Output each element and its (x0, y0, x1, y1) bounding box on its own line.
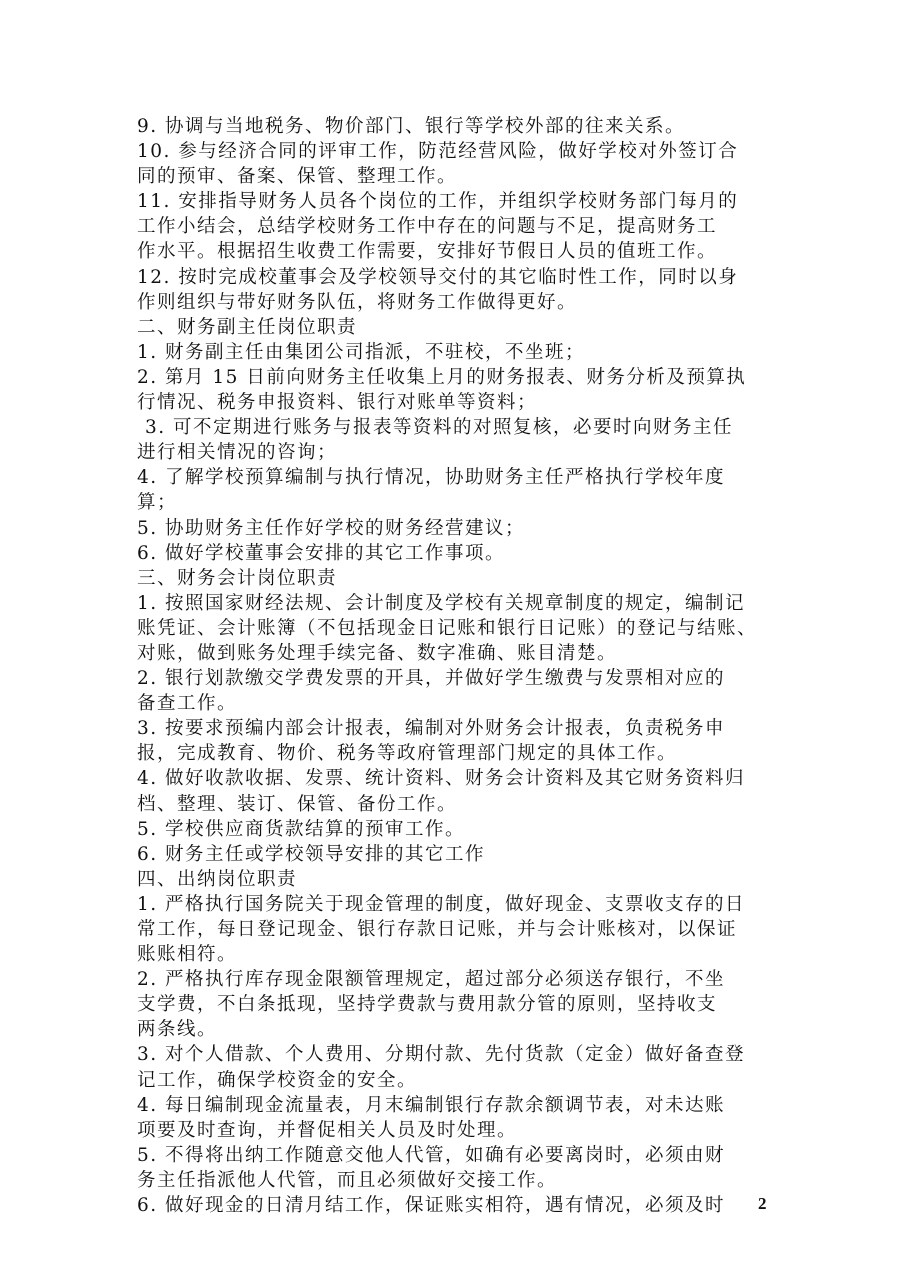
text-line: 4. 了解学校预算编制与执行情况，协助财务主任严格执行学校年度 (137, 467, 726, 489)
text-line: 支学费，不白条抵现，坚持学费款与费用款分管的原则，坚持收支 (137, 994, 718, 1016)
text-line: 算； (137, 492, 178, 514)
text-line: 12. 按时完成校董事会及学校领导交付的其它临时性工作，同时以身 (137, 266, 739, 288)
text-line: 常工作，每日登记现金、银行存款日记账，并与会计账核对，以保证 (137, 919, 738, 940)
text-line: 1. 按照国家财经法规、会计制度及学校有关规章制度的规定，编制记 (137, 592, 746, 614)
section-heading: 四、出纳岗位职责 (137, 868, 298, 890)
text-line: 5. 不得将出纳工作随意交他人代管，如确有必要离岗时，必须由财 (137, 1144, 726, 1166)
text-line: 报，完成教育、物价、税务等政府管理部门规定的具体工作。 (137, 743, 678, 765)
page-number: 2 (758, 1194, 767, 1213)
text-line: 6. 财务主任或学校领导安排的其它工作 (137, 843, 486, 865)
text-line: 2. 银行划款缴交学费发票的开具，并做好学生缴费与发票相对应的 (137, 668, 726, 690)
text-line: 行情况、税务申报资料、银行对账单等资料； (137, 392, 538, 414)
text-line: 9. 协调与当地税务、物价部门、银行等学校外部的往来关系。 (137, 116, 686, 137)
text-line: 备查工作。 (137, 693, 238, 715)
text-line: 3. 按要求预编内部会计报表，编制对外财务会计报表，负责税务申 (137, 718, 726, 740)
text-line: 2. 严格执行库存现金限额管理规定，超过部分必须送存银行，不坐 (137, 969, 726, 991)
text-line: 作则组织与带好财务队伍，将财务工作做得更好。 (137, 291, 578, 313)
text-line: 11. 安排指导财务人员各个岗位的工作，并组织学校财务部门每月的 (137, 191, 739, 213)
text-line: 5. 学校供应商货款结算的预审工作。 (137, 818, 466, 840)
text-line: 务主任指派他人代管，而且必须做好交接工作。 (137, 1169, 558, 1191)
text-line: 工作小结会，总结学校财务工作中存在的问题与不足，提高财务工 (137, 216, 718, 238)
text-line: 同的预审、备案、保管、整理工作。 (137, 166, 458, 188)
text-line: 3. 对个人借款、个人费用、分期付款、先付货款（定金）做好备查登 (137, 1044, 746, 1066)
text-line: 项要及时查询，并督促相关人员及时处理。 (137, 1119, 518, 1141)
text-line: 作水平。根据招生收费工作需要，安排好节假日人员的值班工作。 (137, 241, 718, 263)
text-line: 1. 严格执行国务院关于现金管理的制度，做好现金、支票收支存的日 (137, 893, 746, 915)
text-line: 6. 做好学校董事会安排的其它工作事项。 (137, 542, 506, 564)
text-line: 记工作，确保学校资金的安全。 (137, 1069, 418, 1091)
text-line: 账凭证、会计账簿（不包括现金日记账和银行日记账）的登记与结账、 (137, 617, 758, 639)
text-line: 档、整理、装订、保管、备份工作。 (137, 793, 458, 815)
text-line: 对账，做到账务处理手续完备、数字准确、账目清楚。 (137, 642, 618, 664)
text-line: 3. 可不定期进行账务与报表等资料的对照复核，必要时向财务主任 (145, 417, 734, 439)
text-line: 账账相符。 (137, 944, 238, 966)
text-line: 5. 协助财务主任作好学校的财务经营建议； (137, 517, 526, 539)
text-line: 4. 做好收款收据、发票、统计资料、财务会计资料及其它财务资料归 (137, 768, 746, 790)
text-line: 1. 财务副主任由集团公司指派，不驻校，不坐班； (137, 341, 586, 363)
text-line: 2. 第月 15 日前向财务主任收集上月的财务报表、财务分析及预算执 (137, 366, 747, 388)
body-text (137, 114, 777, 1218)
text-line: 10. 参与经济合同的评审工作，防范经营风险，做好学校对外签订合 (137, 141, 739, 163)
section-heading: 三、财务会计岗位职责 (137, 567, 338, 589)
text-line: 进行相关情况的咨询； (137, 442, 338, 464)
section-heading: 二、财务副主任岗位职责 (137, 316, 358, 338)
text-line: 两条线。 (137, 1019, 218, 1041)
text-line: 4. 每日编制现金流量表，月末编制银行存款余额调节表，对未达账 (137, 1094, 726, 1116)
text-line: 6. 做好现金的日清月结工作，保证账实相符，遇有情况，必须及时 (137, 1195, 726, 1217)
